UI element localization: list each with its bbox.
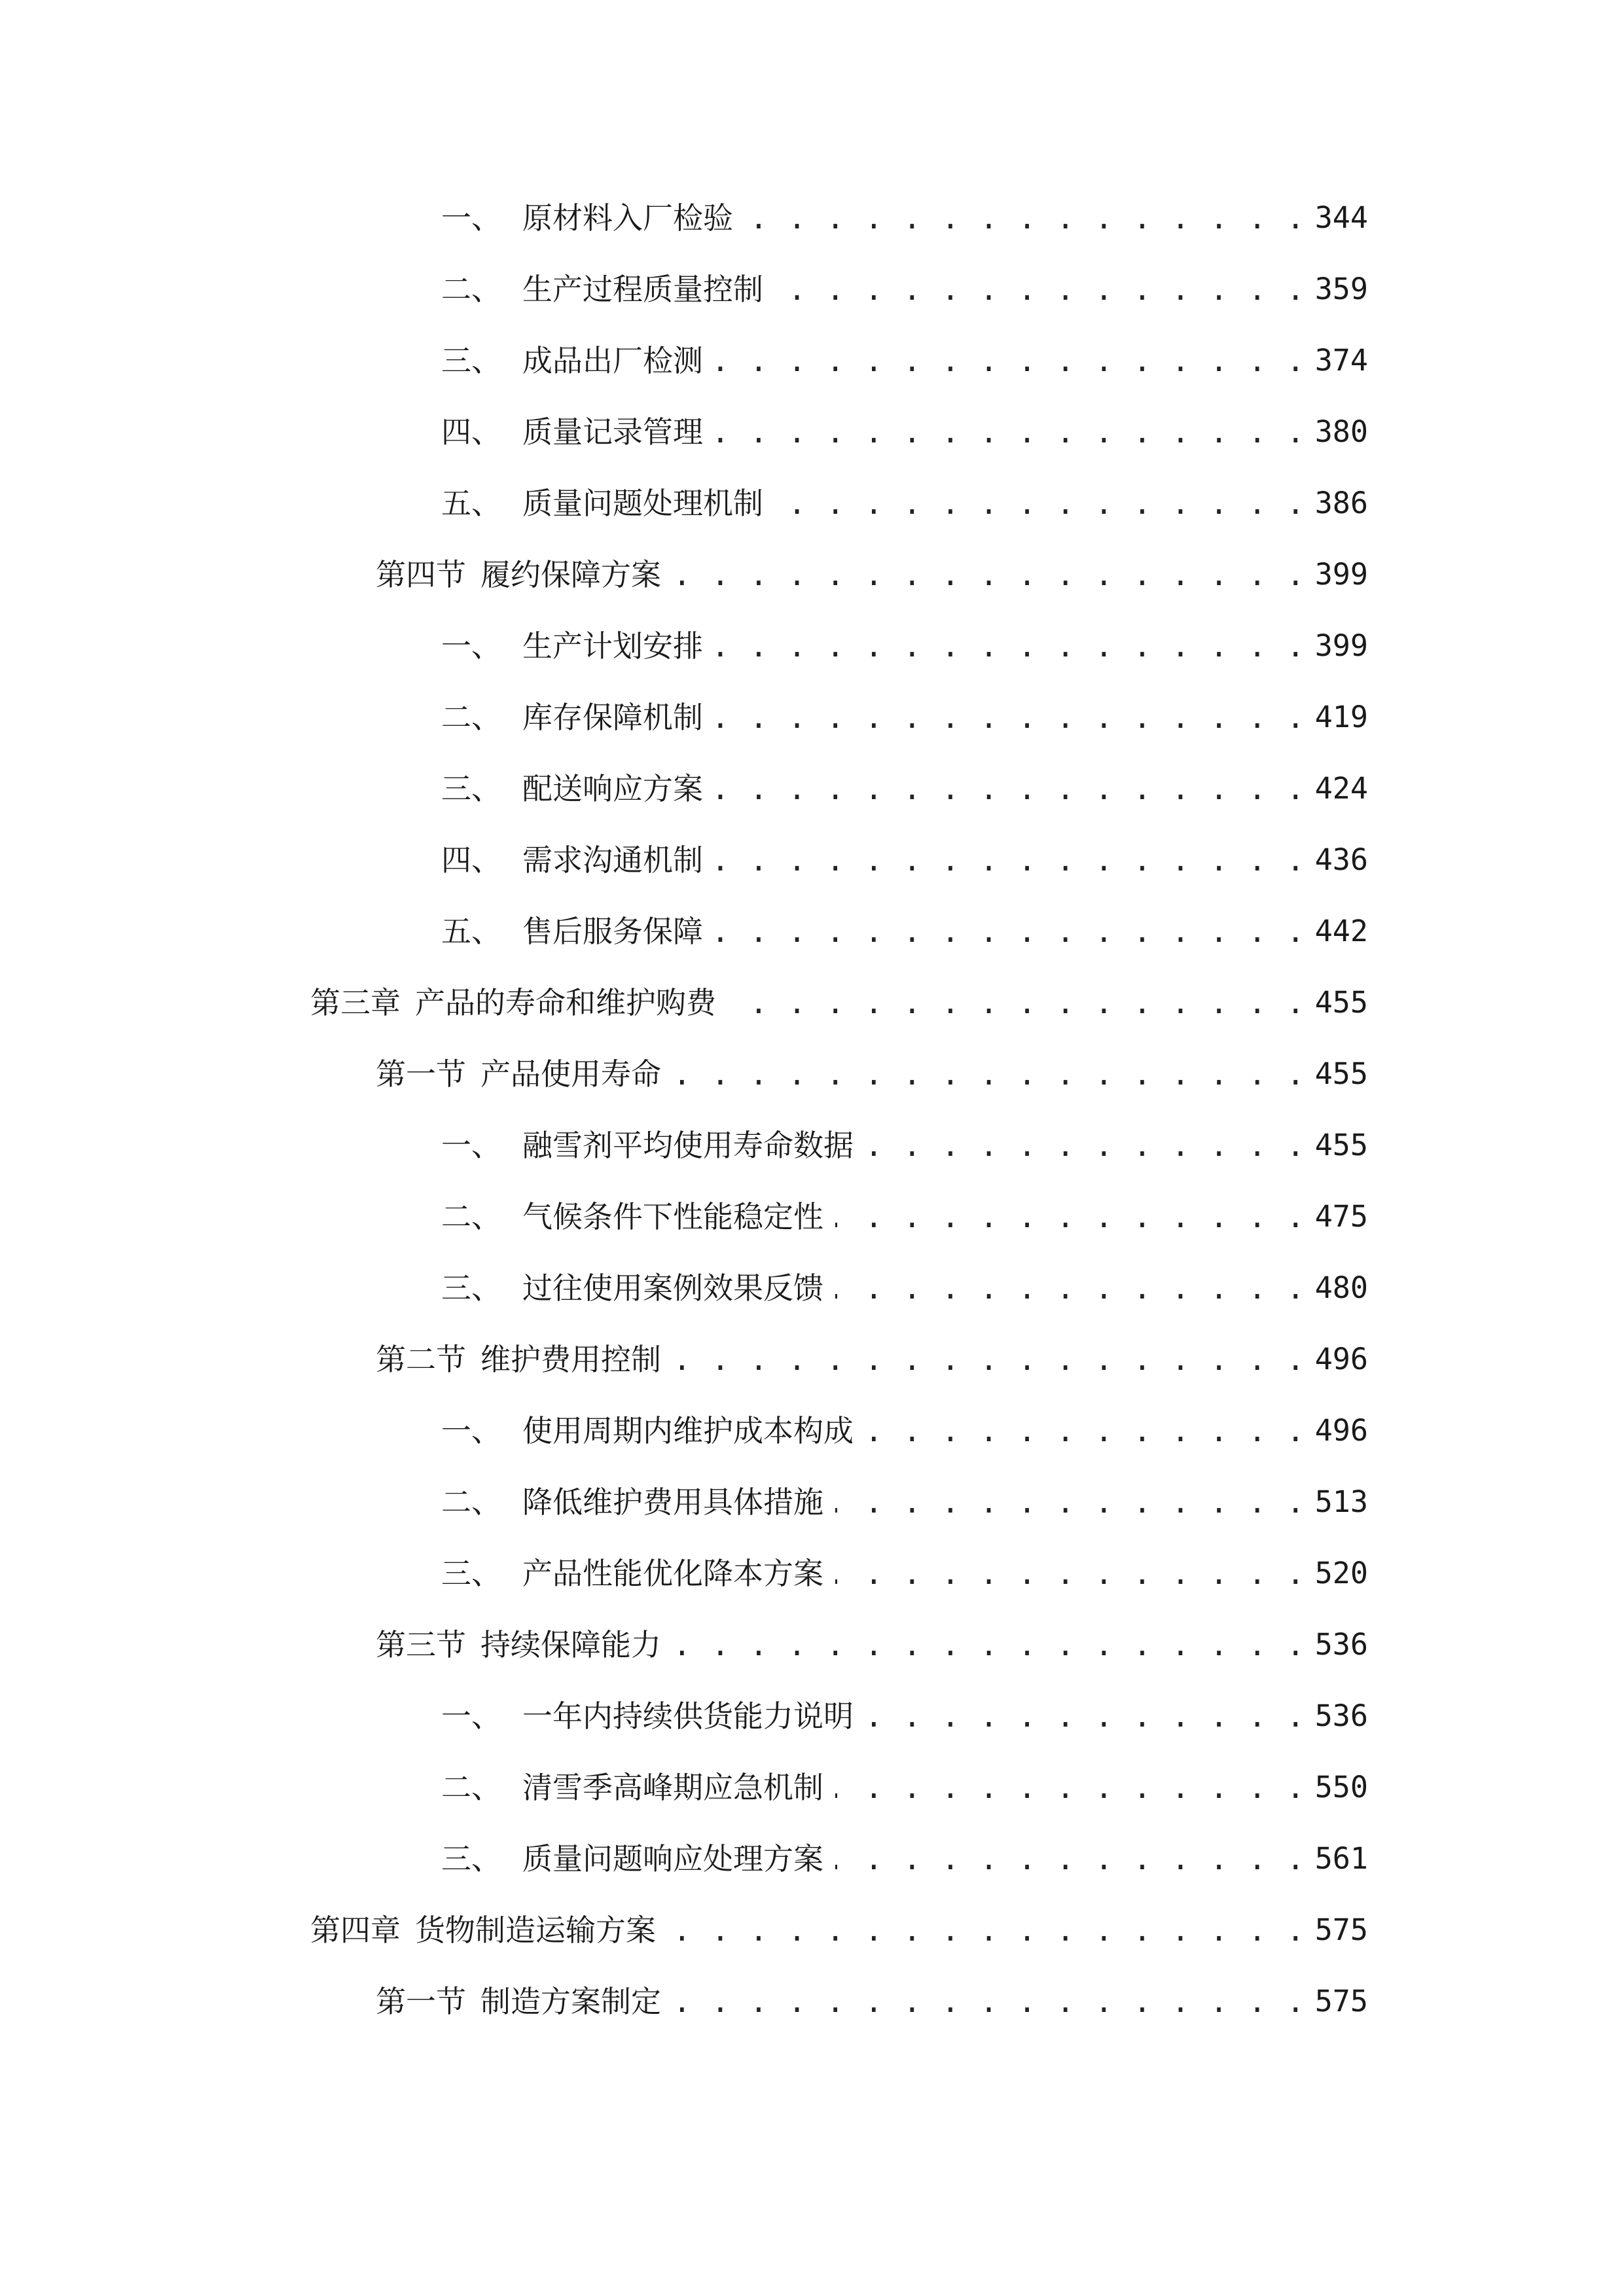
dot-leader	[865, 1405, 1306, 1457]
toc-entry[interactable]	[441, 263, 1368, 315]
toc-entry-page: 480	[1314, 1270, 1368, 1305]
toc-entry-title: 质量问题响应处理方案	[522, 1841, 823, 1876]
toc-entry[interactable]	[441, 477, 1368, 529]
toc-entry[interactable]	[441, 1262, 1368, 1314]
toc-entry-number: 五、	[441, 914, 501, 949]
toc-entry-section[interactable]	[376, 1333, 1368, 1386]
toc-entry-page: 536	[1314, 1627, 1368, 1662]
toc-entry-title: 质量记录管理	[522, 414, 703, 450]
toc-entry-number: 三、	[441, 1270, 501, 1306]
toc-entry-number: 二、	[441, 1484, 501, 1520]
toc-entry-title: 清雪季高峰期应急机制	[522, 1770, 823, 1805]
toc-entry-number: 第四章	[310, 1912, 401, 1948]
toc-entry-title: 生产计划安排	[522, 628, 703, 664]
toc-entry-page: 550	[1314, 1770, 1368, 1804]
toc-entry-page: 455	[1314, 985, 1368, 1020]
toc-entry-number: 五、	[441, 486, 501, 521]
dot-leader	[673, 548, 1306, 601]
toc-entry-title: 原材料入厂检验	[522, 200, 733, 236]
toc-entry-title: 库存保障机制	[522, 700, 703, 735]
dot-leader	[865, 1119, 1306, 1172]
dot-leader	[835, 1476, 1306, 1528]
dot-leader	[775, 477, 1306, 529]
toc-entry-page: 380	[1314, 414, 1368, 449]
toc-entry-number: 第一节	[376, 1056, 466, 1092]
toc-entry-number: 二、	[441, 700, 501, 735]
dot-leader	[728, 977, 1306, 1029]
toc-entry-number: 二、	[441, 1770, 501, 1805]
dot-leader	[673, 1048, 1306, 1100]
dot-leader	[673, 1619, 1306, 1671]
toc-entry-title: 履约保障方案	[480, 557, 661, 592]
toc-entry-page: 419	[1314, 700, 1368, 734]
toc-entry-number: 第四节	[376, 557, 466, 592]
toc-entry-section[interactable]	[376, 548, 1368, 601]
dot-leader	[715, 762, 1306, 815]
toc-entry-page: 399	[1314, 628, 1368, 663]
toc-entry-number: 一、	[441, 628, 501, 664]
toc-entry[interactable]	[441, 691, 1368, 744]
toc-entry-page: 455	[1314, 1128, 1368, 1162]
toc-entry-page: 374	[1314, 343, 1368, 378]
dot-leader	[775, 263, 1306, 315]
toc-entry-page: 455	[1314, 1056, 1368, 1091]
toc-entry[interactable]	[441, 762, 1368, 815]
dot-leader	[715, 834, 1306, 886]
dot-leader	[835, 1262, 1306, 1314]
toc-entry-title: 过往使用案例效果反馈	[522, 1270, 823, 1306]
toc-entry[interactable]	[441, 620, 1368, 672]
toc-entry-page: 344	[1314, 200, 1368, 235]
toc-entry-section[interactable]	[376, 1975, 1368, 2028]
toc-entry-chapter[interactable]	[310, 1904, 1368, 1956]
toc-entry[interactable]	[441, 1476, 1368, 1528]
toc-entry-page: 513	[1314, 1484, 1368, 1519]
toc-entry-number: 第三章	[310, 985, 401, 1020]
toc-entry-number: 一、	[441, 1698, 501, 1734]
toc-entry[interactable]	[441, 1119, 1368, 1172]
toc-entry[interactable]	[441, 1690, 1368, 1742]
toc-entry-title: 持续保障能力	[480, 1627, 661, 1662]
toc-entry-title: 降低维护费用具体措施	[522, 1484, 823, 1520]
dot-leader	[715, 905, 1306, 958]
dot-leader	[673, 1975, 1306, 2028]
toc-entry-page: 536	[1314, 1698, 1368, 1733]
toc-entry-title: 产品性能优化降本方案	[522, 1556, 823, 1591]
toc-entry-number: 四、	[441, 842, 501, 878]
toc-entry-number: 一、	[441, 1413, 501, 1448]
toc-entry[interactable]	[441, 334, 1368, 387]
toc-entry[interactable]	[441, 192, 1368, 244]
toc-entry[interactable]	[441, 1833, 1368, 1885]
toc-entry-number: 二、	[441, 272, 501, 307]
toc-entry[interactable]	[441, 1191, 1368, 1243]
toc-entry-title: 维护费用控制	[480, 1342, 661, 1377]
toc-entry-page: 442	[1314, 914, 1368, 948]
dot-leader	[668, 1904, 1306, 1956]
dot-leader	[715, 691, 1306, 744]
toc-entry[interactable]	[441, 905, 1368, 958]
toc-entry-title: 使用周期内维护成本构成	[522, 1413, 854, 1448]
toc-entry-number: 二、	[441, 1199, 501, 1234]
toc-entry-page: 399	[1314, 557, 1368, 592]
toc-entry[interactable]	[441, 406, 1368, 458]
toc-entry[interactable]	[441, 1547, 1368, 1600]
toc-entry-number: 三、	[441, 343, 501, 378]
toc-entry-title: 制造方案制定	[480, 1984, 661, 2019]
toc-entry-page: 424	[1314, 771, 1368, 806]
toc-entry-page: 496	[1314, 1413, 1368, 1448]
toc-entry-page: 386	[1314, 486, 1368, 520]
toc-entry-title: 配送响应方案	[522, 771, 703, 806]
dot-leader	[715, 334, 1306, 387]
dot-leader	[715, 620, 1306, 672]
toc-entry-title: 气候条件下性能稳定性	[522, 1199, 823, 1234]
dot-leader	[865, 1690, 1306, 1742]
toc-entry-page: 475	[1314, 1199, 1368, 1234]
dot-leader	[835, 1761, 1306, 1814]
toc-entry-page: 520	[1314, 1556, 1368, 1590]
toc-entry-number: 第二节	[376, 1342, 466, 1377]
dot-leader	[835, 1547, 1306, 1600]
dot-leader	[745, 192, 1306, 244]
toc-entry-title: 一年内持续供货能力说明	[522, 1698, 854, 1734]
toc-entry[interactable]	[441, 1761, 1368, 1814]
toc-entry-title: 产品的寿命和维护购费	[415, 985, 716, 1020]
toc-entry-section[interactable]	[376, 1619, 1368, 1671]
toc-entry-title: 生产过程质量控制	[522, 272, 763, 307]
toc-entry-page: 496	[1314, 1342, 1368, 1376]
toc-entry-page: 561	[1314, 1841, 1368, 1876]
toc-entry-page: 359	[1314, 272, 1368, 306]
toc-entry-number: 三、	[441, 1556, 501, 1591]
toc-entry-page: 575	[1314, 1984, 1368, 2018]
toc-entry-number: 第一节	[376, 1984, 466, 2019]
toc-entry-title: 质量问题处理机制	[522, 486, 763, 521]
toc-entry-title: 产品使用寿命	[480, 1056, 661, 1092]
dot-leader	[835, 1191, 1306, 1243]
toc-entry-number: 四、	[441, 414, 501, 450]
toc-entry-number: 一、	[441, 200, 501, 236]
toc-entry-title: 成品出厂检测	[522, 343, 703, 378]
toc-entry[interactable]	[441, 834, 1368, 886]
toc-entry-number: 三、	[441, 1841, 501, 1876]
toc-entry-title: 需求沟通机制	[522, 842, 703, 878]
dot-leader	[835, 1833, 1306, 1885]
toc-entry-page: 436	[1314, 842, 1368, 877]
toc-entry-title: 售后服务保障	[522, 914, 703, 949]
dot-leader	[673, 1333, 1306, 1386]
dot-leader	[715, 406, 1306, 458]
toc-entry-number: 三、	[441, 771, 501, 806]
toc-entry-number: 一、	[441, 1128, 501, 1163]
toc-entry-chapter[interactable]	[310, 977, 1368, 1029]
toc-entry[interactable]	[441, 1405, 1368, 1457]
toc-entry-title: 融雪剂平均使用寿命数据	[522, 1128, 854, 1163]
toc-entry-number: 第三节	[376, 1627, 466, 1662]
toc-entry-page: 575	[1314, 1912, 1368, 1947]
toc-entry-title: 货物制造运输方案	[415, 1912, 656, 1948]
toc-entry-section[interactable]	[376, 1048, 1368, 1100]
